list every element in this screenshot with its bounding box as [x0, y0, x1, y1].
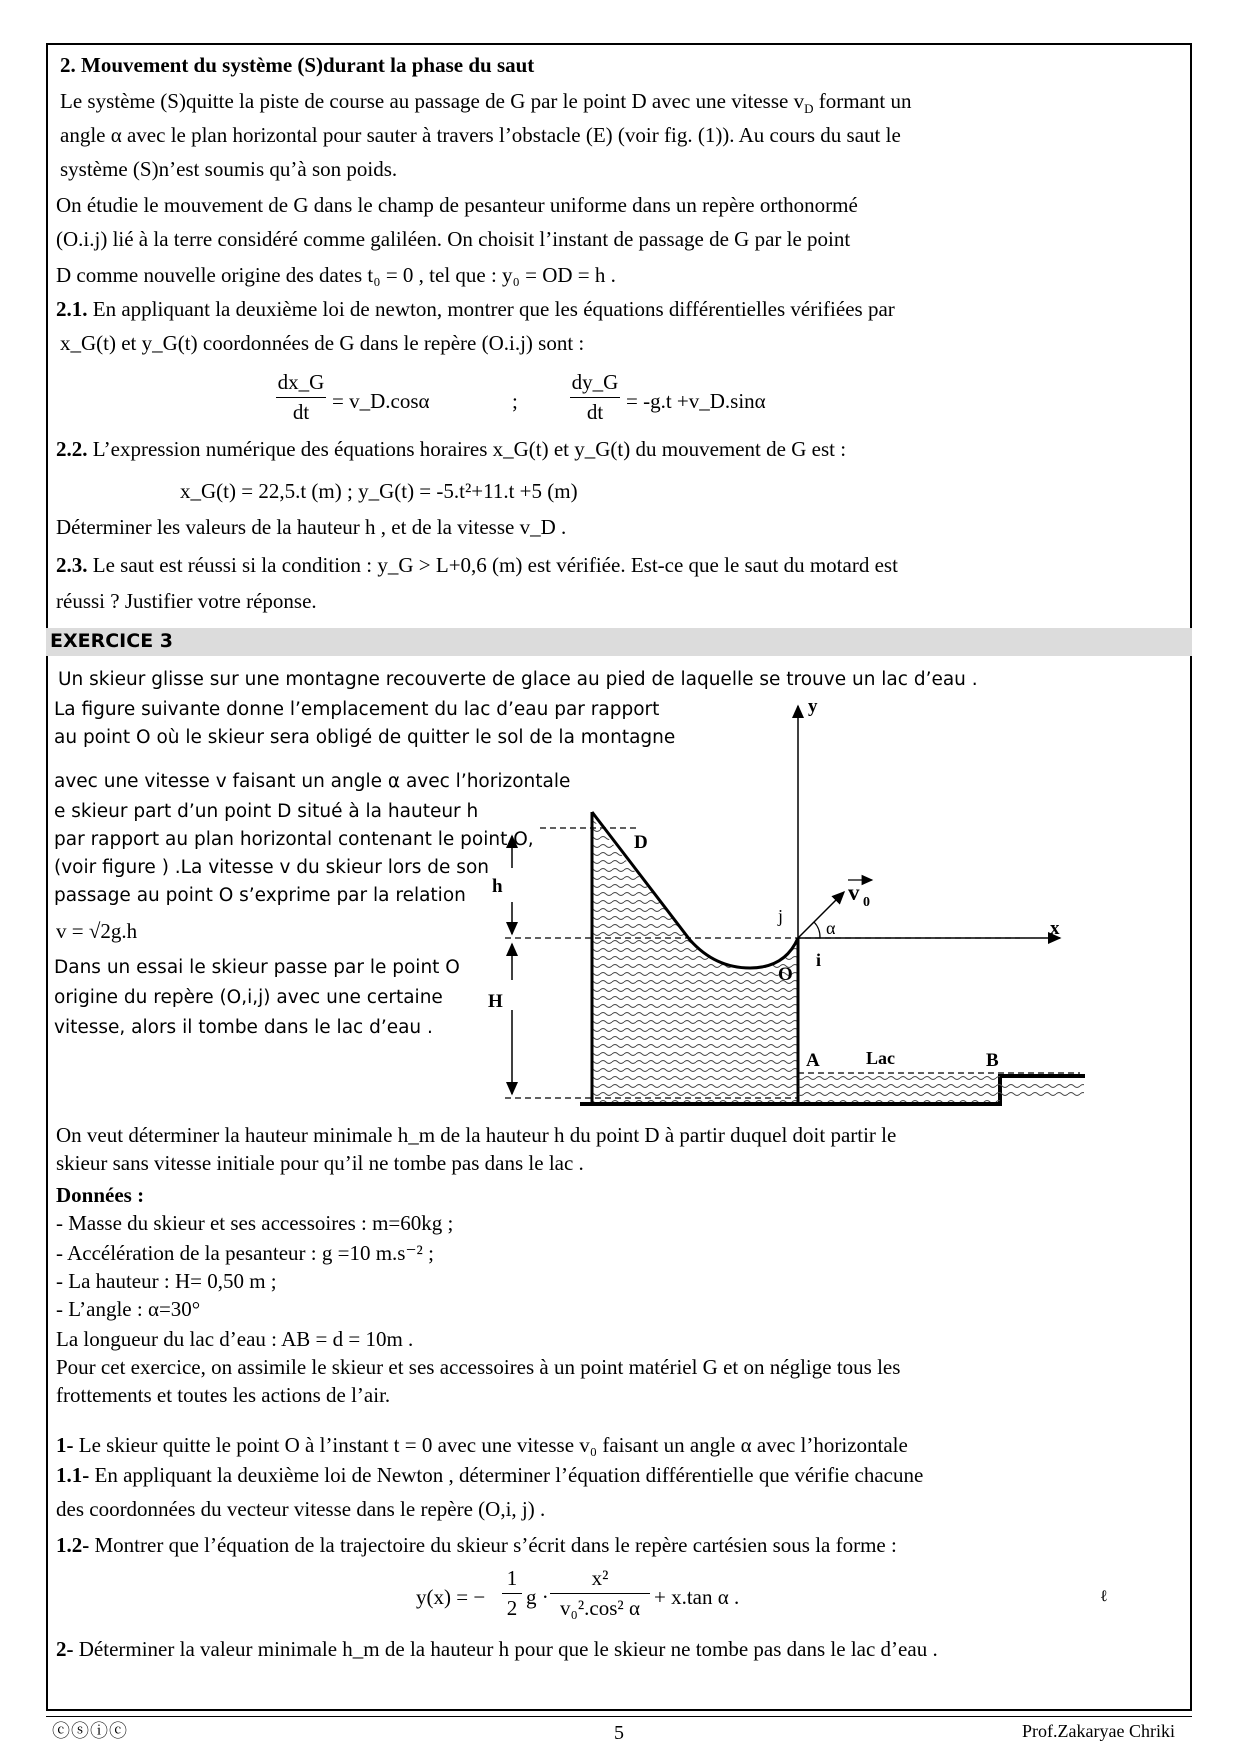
- intro-line: avec une vitesse v faisant un angle α avec l’horizontale: [54, 771, 571, 792]
- lake-water: [798, 1076, 1000, 1102]
- data-line: - L’angle : α=30°: [56, 1297, 201, 1321]
- paragraph-line: x_G(t) et y_G(t) coordonnées de G dans le repère (O.i.j) sont :: [60, 331, 585, 355]
- trajectory-half: 1 2: [502, 1566, 522, 1621]
- equation-separator: ;: [512, 389, 518, 413]
- license-badge: ⓒⓢⓘⓒ: [52, 1721, 128, 1741]
- paragraph-line: Déterminer les valeurs de la hauteur h , et de la vitesse v_D .: [56, 515, 567, 539]
- author-name: Prof.Zakaryae Chriki: [1022, 1721, 1175, 1741]
- donnees-heading: Données :: [56, 1183, 145, 1207]
- page-number: 5: [614, 1722, 624, 1744]
- section-title: 2. Mouvement du système (S)durant la phase du saut: [60, 53, 535, 77]
- point-B-label: B: [986, 1050, 999, 1071]
- paragraph-line: skieur sans vitesse initiale pour qu’il ne tombe pas dans le lac .: [56, 1151, 584, 1175]
- paragraph-line: Le système (S)quitte la piste de course au passage de G par le point D avec une vitesse $v_D$ formant un: [60, 89, 912, 117]
- point-O-label: O: [778, 964, 793, 985]
- trajectory-fraction: x² v₀².cos² α: [550, 1566, 650, 1621]
- lac-label: Lac: [866, 1048, 895, 1068]
- paragraph-line: des coordonnées du vecteur vitesse dans le repère (O,i, j) .: [56, 1497, 546, 1521]
- footer-rule: [46, 1716, 1192, 1717]
- question-1: 1- Le skieur quitte le point O à l’instant t = 0 avec une vitesse v₀ faisant un angle α avec l’horizontale: [56, 1433, 908, 1457]
- stray-mark: ℓ: [1100, 1588, 1108, 1605]
- equation-2-rhs: = -g.t +v_D.sinα: [626, 389, 766, 413]
- paragraph-line: système (S)n’est soumis qu’à son poids.: [60, 157, 398, 181]
- question-2-3: 2.3. Le saut est réussi si la condition : y_G > L+0,6 (m) est vérifiée. Est-ce que le saut du motard est: [56, 553, 898, 577]
- question-2: 2- Déterminer la valeur minimale h_m de la hauteur h pour que le skieur ne tombe pas dans le lac d’eau .: [56, 1637, 938, 1661]
- equation-1-fraction: dx_G dt: [277, 370, 325, 424]
- intro-line: e skieur part d’un point D situé à la hauteur h: [54, 801, 479, 822]
- paragraph-line: (O.i.j) lié à la terre considéré comme galiléen. On choisit l’instant de passage de G par le point: [56, 227, 851, 251]
- equation-1-rhs: = v_D.cosα: [332, 389, 430, 413]
- data-line: frottements et toutes les actions de l’air.: [56, 1383, 391, 1407]
- trajectory-rhs: + x.tan α .: [654, 1585, 740, 1609]
- point-A-label: A: [806, 1050, 820, 1071]
- v0-label: v: [848, 880, 860, 905]
- j-label: j: [778, 906, 784, 926]
- intro-line: Un skieur glisse sur une montagne recouverte de glace au pied de laquelle se trouve un lac d’eau .: [58, 669, 978, 690]
- data-line: La longueur du lac d’eau : AB = d = 10m .: [56, 1327, 414, 1351]
- data-line: - Accélération de la pesanteur : g =10 m.s⁻² ;: [56, 1241, 434, 1265]
- paragraph-line: On veut déterminer la hauteur minimale h_m de la hauteur h du point D à partir duquel doit partir le: [56, 1123, 897, 1147]
- intro-line: vitesse, alors il tombe dans le lac d’eau .: [54, 1017, 433, 1038]
- v0-label-sub: 0: [863, 895, 870, 910]
- intro-line: origine du repère (O,i,j) avec une certaine: [54, 987, 443, 1008]
- question-2-1: 2.1. En appliquant la deuxième loi de newton, montrer que les équations différentielles vérifiées par: [56, 297, 895, 321]
- exercise-heading-bar: [46, 628, 1192, 656]
- equation-horaires: x_G(t) = 22,5.t (m) ; y_G(t) = -5.t²+11.t +5 (m): [180, 479, 578, 503]
- v0-vector: [798, 892, 844, 938]
- mountain-hatch: [592, 818, 798, 1102]
- paragraph-line: angle α avec le plan horizontal pour sauter à travers l’obstacle (E) (voir fig. (1)). Au cours du saut le: [60, 123, 901, 147]
- exercise-heading: EXERCICE 3: [50, 630, 174, 652]
- question-1-1: 1.1- En appliquant la deuxième loi de Newton , déterminer l’équation différentielle que vérifie chacune: [56, 1463, 924, 1487]
- trajectory-g: g ·: [526, 1585, 549, 1609]
- right-bank-hatch: [1000, 1080, 1084, 1100]
- H-label: H: [488, 991, 503, 1012]
- point-D-label: D: [634, 832, 648, 853]
- paragraph-line: D comme nouvelle origine des dates t₀ = 0 , tel que : y₀ = OD = h .: [56, 263, 616, 287]
- question-2-2: 2.2. L’expression numérique des équations horaires x_G(t) et y_G(t) du mouvement de G est :: [56, 437, 847, 461]
- data-line: - Masse du skieur et ses accessoires : m=60kg ;: [56, 1211, 454, 1235]
- i-label: i: [816, 950, 822, 970]
- intro-line: par rapport au plan horizontal contenant le point O,: [54, 829, 534, 850]
- alpha-label: α: [826, 918, 836, 938]
- intro-line: (voir figure ) .La vitesse v du skieur lors de son: [54, 857, 489, 878]
- velocity-relation: v = √2g.h: [56, 919, 138, 943]
- intro-line: au point O où le skieur sera obligé de quitter le sol de la montagne: [54, 727, 676, 748]
- intro-line: La figure suivante donne l’emplacement du lac d’eau par rapport: [54, 699, 660, 720]
- x-axis-label: x: [1050, 918, 1060, 939]
- intro-line: passage au point O s’exprime par la relation: [54, 885, 466, 906]
- data-line: Pour cet exercice, on assimile le skieur et ses accessoires à un point matériel G et on néglige tous les: [56, 1355, 901, 1379]
- data-line: - La hauteur : H= 0,50 m ;: [56, 1269, 277, 1293]
- y-axis-label: y: [808, 696, 818, 717]
- trajectory-lhs: y(x) = −: [416, 1585, 486, 1609]
- paragraph-line: réussi ? Justifier votre réponse.: [56, 589, 317, 613]
- equation-2-fraction: dy_G dt: [571, 370, 619, 424]
- ski-figure: [488, 690, 1100, 1110]
- intro-line: Dans un essai le skieur passe par le point O: [54, 957, 460, 978]
- h-label: h: [492, 876, 503, 897]
- paragraph-line: On étudie le mouvement de G dans le champ de pesanteur uniforme dans un repère orthonormé: [56, 193, 858, 217]
- question-1-2: 1.2- Montrer que l’équation de la trajectoire du skieur s’écrit dans le repère cartésien sous la forme :: [56, 1533, 897, 1557]
- alpha-arc: [814, 922, 820, 938]
